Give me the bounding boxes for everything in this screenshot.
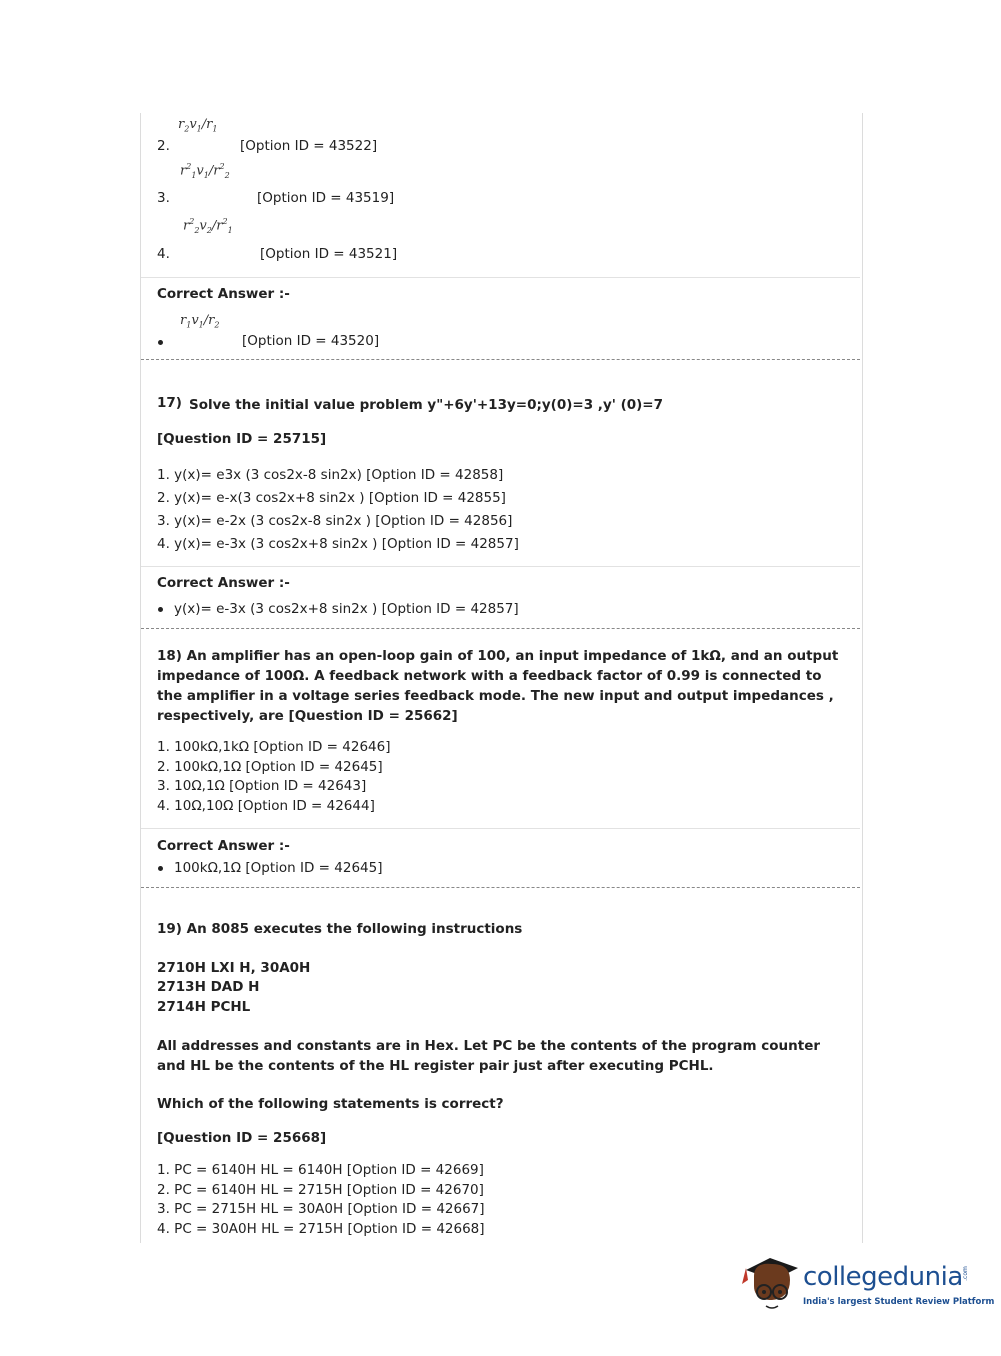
bullet — [158, 866, 163, 871]
logo-tagline: India's largest Student Review Platform — [803, 1297, 995, 1307]
question-separator — [141, 887, 860, 888]
option-3: 3. PC = 2715H HL = 30A0H [Option ID = 42667] — [157, 1201, 485, 1217]
bullet — [158, 607, 163, 612]
code-line: 2710H LXI H, 30A0H — [157, 960, 311, 976]
correct-formula: $r_1v_1/r_2$ — [180, 313, 220, 330]
option-4: 4. y(x)= e-3x (3 cos2x+8 sin2x ) [Option ID = 42857] — [157, 536, 519, 552]
question-paragraph: All addresses and constants are in Hex. Let PC be the contents of the program counter and HL be the contents of the HL register pair just after executing PCHL. — [157, 1038, 821, 1074]
option-3-id: [Option ID = 43519] — [257, 190, 395, 206]
question-text — [157, 646, 847, 726]
divider — [141, 566, 860, 567]
option-3-number: 3. — [157, 190, 170, 206]
divider — [141, 277, 860, 278]
option-2: 2. 100kΩ,1Ω [Option ID = 42645] — [157, 759, 383, 775]
option-2-id: [Option ID = 43522] — [240, 138, 378, 154]
option-1: 1. y(x)= e3x (3 cos2x-8 sin2x) [Option ID = 42858] — [157, 467, 504, 483]
correct-answer-label: Correct Answer :- — [157, 838, 290, 854]
option-3-formula: $r^2_1v_1/r^2_2$ — [180, 162, 230, 180]
question-number: 17) — [157, 395, 182, 411]
question-ask: Which of the following statements is correct? — [157, 1096, 504, 1112]
divider — [141, 828, 860, 829]
option-3: 3. y(x)= e-2x (3 cos2x-8 sin2x ) [Option ID = 42856] — [157, 513, 513, 529]
correct-answer-value: y(x)= e-3x (3 cos2x+8 sin2x ) [Option ID = 42857] — [174, 601, 519, 617]
option-3: 3. 10Ω,1Ω [Option ID = 42643] — [157, 778, 367, 794]
option-2: 2. PC = 6140H HL = 2715H [Option ID = 42670] — [157, 1182, 484, 1198]
correct-answer-label: Correct Answer :- — [157, 575, 290, 591]
option-4-formula: $r^2_2v_2/r^2_1$ — [183, 217, 233, 235]
code-line: 2714H PCHL — [157, 999, 251, 1015]
option-1: 1. 100kΩ,1kΩ [Option ID = 42646] — [157, 739, 391, 755]
question-id: [Question ID = 25668] — [157, 1130, 327, 1146]
correct-answer-label: Correct Answer :- — [157, 286, 290, 302]
option-4: 4. PC = 30A0H HL = 2715H [Option ID = 42668] — [157, 1221, 485, 1237]
question-separator — [141, 359, 860, 360]
mascot-icon — [740, 1250, 804, 1320]
code-line: 2713H DAD H — [157, 979, 260, 995]
question-separator — [141, 628, 860, 629]
question-intro: 19) An 8085 executes the following instructions — [157, 921, 523, 937]
option-2-formula: $r_2v_1/r_1$ — [178, 117, 218, 134]
option-4: 4. 10Ω,10Ω [Option ID = 42644] — [157, 798, 375, 814]
question-id: [Question ID = 25715] — [157, 431, 327, 447]
bullet — [158, 340, 163, 345]
logo-name: collegedunia — [803, 1262, 963, 1292]
logo-suffix: .com — [961, 1266, 969, 1281]
question-body: An amplifier has an open-loop gain of 100, an input impedance of 1kΩ, and an output impedance of 100Ω. A feedback network with a feedback factor of 0.99 is connected to the amplifier in a voltage series feedback mode. The new input and output impedances , respectively, are [Question ID = 25662] — [157, 648, 839, 724]
correct-answer-value: 100kΩ,1Ω [Option ID = 42645] — [174, 860, 383, 876]
correct-answer-value: [Option ID = 43520] — [242, 333, 380, 349]
option-1: 1. PC = 6140H HL = 6140H [Option ID = 42669] — [157, 1162, 484, 1178]
option-4-id: [Option ID = 43521] — [260, 246, 398, 262]
question-number: 18) — [157, 648, 182, 664]
question-text: Solve the initial value problem y"+6y'+13y=0;y(0)=3 ,y' (0)=7 — [189, 397, 664, 413]
option-2: 2. y(x)= e-x(3 cos2x+8 sin2x ) [Option ID = 42855] — [157, 490, 506, 506]
option-2-number: 2. — [157, 138, 170, 154]
option-4-number: 4. — [157, 246, 170, 262]
